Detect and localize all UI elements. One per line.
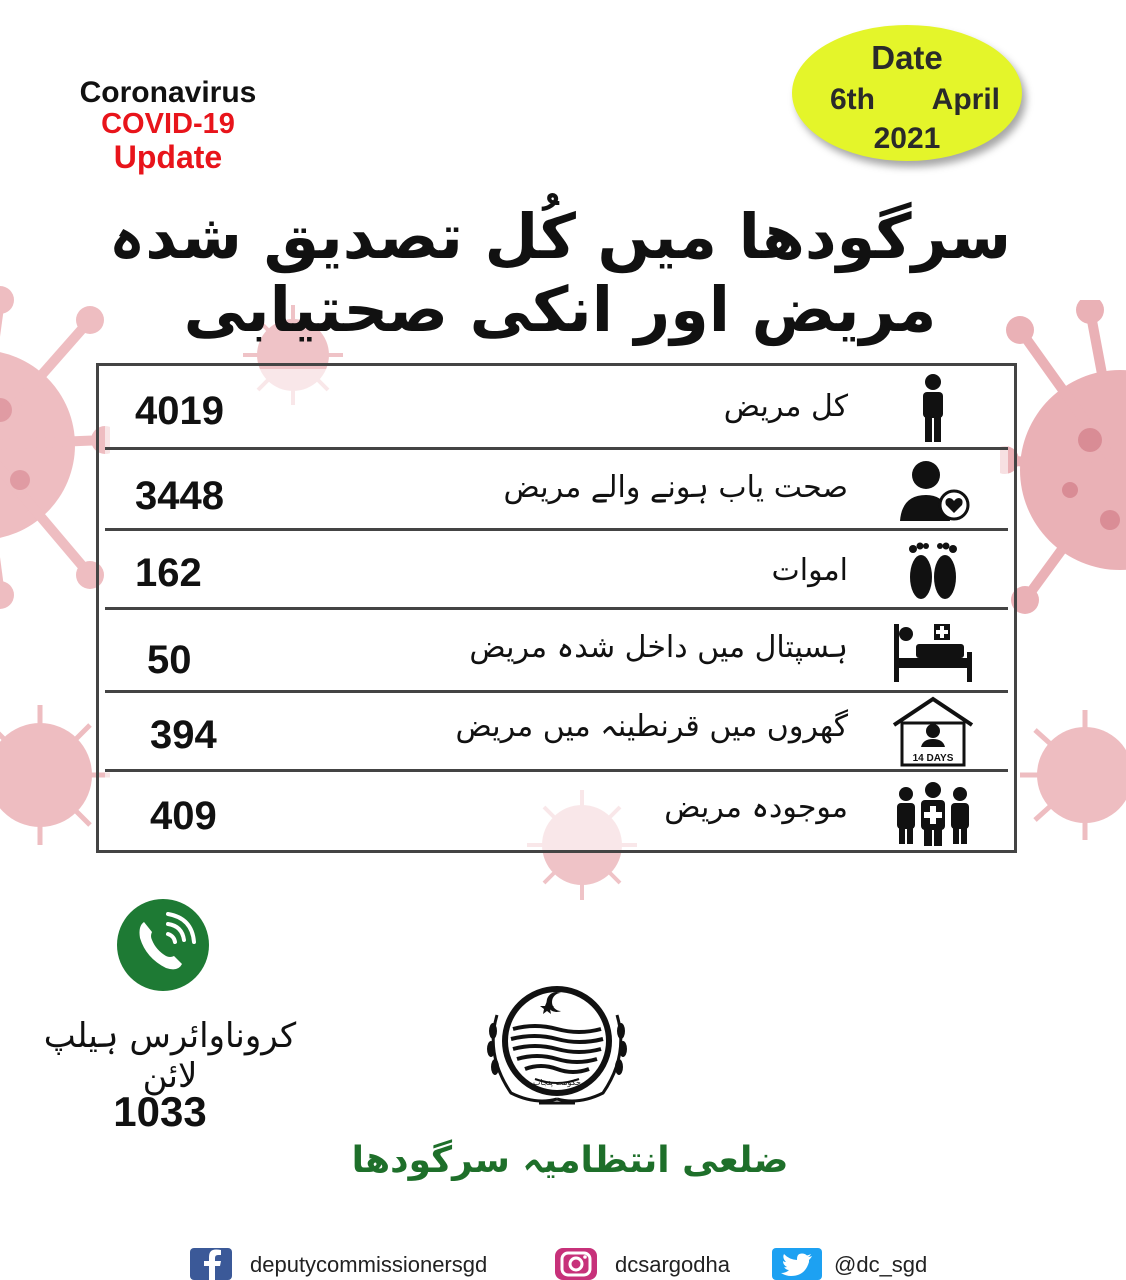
stat-label: موجودہ مریض — [664, 790, 848, 825]
stat-label: گھروں میں قرنطینہ میں مریض — [455, 709, 848, 744]
stats-table — [96, 363, 1017, 853]
district-administration-label: ضلعی انتظامیہ سرگودھا — [351, 1140, 789, 1181]
home-quarantine-icon — [888, 695, 978, 767]
page-title: سرگودھا میں کُل تصدیق شدہ مریض اور انکی صحتیابی — [108, 200, 1012, 346]
stat-row-active-patients — [105, 772, 1008, 850]
virus-illustration-right — [1000, 300, 1126, 640]
date-day: 6th — [830, 83, 875, 116]
stat-value: 162 — [135, 551, 202, 595]
instagram-handle-text: dcsargodha — [615, 1252, 730, 1277]
twitter-handle[interactable] — [772, 1248, 972, 1278]
stat-value: 50 — [147, 638, 192, 682]
stat-row-home-quarantine — [105, 693, 1008, 772]
stat-row-recovered — [105, 450, 1008, 531]
recovered-patient-icon — [888, 453, 978, 525]
phone-icon — [116, 898, 210, 992]
twitter-handle-text: @dc_sgd — [834, 1252, 928, 1277]
stat-label: کل مریض — [723, 389, 848, 424]
stat-label: اموات — [771, 553, 848, 588]
stat-value: 394 — [150, 713, 217, 757]
stat-value: 3448 — [135, 474, 224, 518]
emblem-caption: حکومت پنجاب — [533, 1078, 581, 1087]
instagram-icon — [553, 1248, 599, 1280]
helpline-label: کروناوائرس ہیلپ لائن — [43, 1016, 297, 1096]
footprints-icon — [888, 533, 978, 605]
date-month: April — [931, 83, 1000, 116]
stat-row-deaths — [105, 531, 1008, 610]
date-badge — [792, 25, 1022, 161]
facebook-icon — [190, 1248, 232, 1280]
instagram-handle[interactable] — [553, 1248, 753, 1278]
helpline-number[interactable]: 1033 — [113, 1088, 207, 1135]
date-label: Date — [871, 39, 943, 76]
twitter-icon — [772, 1248, 822, 1280]
stat-label: صحت یاب ہونے والے مریض — [503, 470, 848, 505]
date-year: 2021 — [873, 122, 941, 155]
stat-label: ہسپتال میں داخل شدہ مریض — [469, 630, 848, 665]
brand-line-covid19: COVID-19 — [101, 108, 235, 140]
stat-value: 4019 — [135, 389, 224, 433]
virus-illustration-bottom-right — [1015, 705, 1126, 845]
punjab-emblem-logo — [475, 975, 640, 1115]
patients-group-icon — [888, 776, 978, 848]
facebook-handle-text: deputycommissionersgd — [250, 1252, 488, 1277]
stat-value: 409 — [150, 794, 217, 838]
quarantine-days-text: 14 DAYS — [912, 753, 954, 764]
stat-row-hospitalized — [105, 610, 1008, 693]
covid-update-brand — [58, 78, 278, 173]
hospital-bed-icon — [888, 614, 978, 686]
person-icon — [888, 372, 978, 444]
brand-line-coronavirus: Coronavirus — [79, 76, 257, 109]
brand-line-update: Update — [113, 139, 223, 175]
facebook-handle[interactable] — [190, 1248, 520, 1278]
stat-row-total-patients — [105, 369, 1008, 450]
